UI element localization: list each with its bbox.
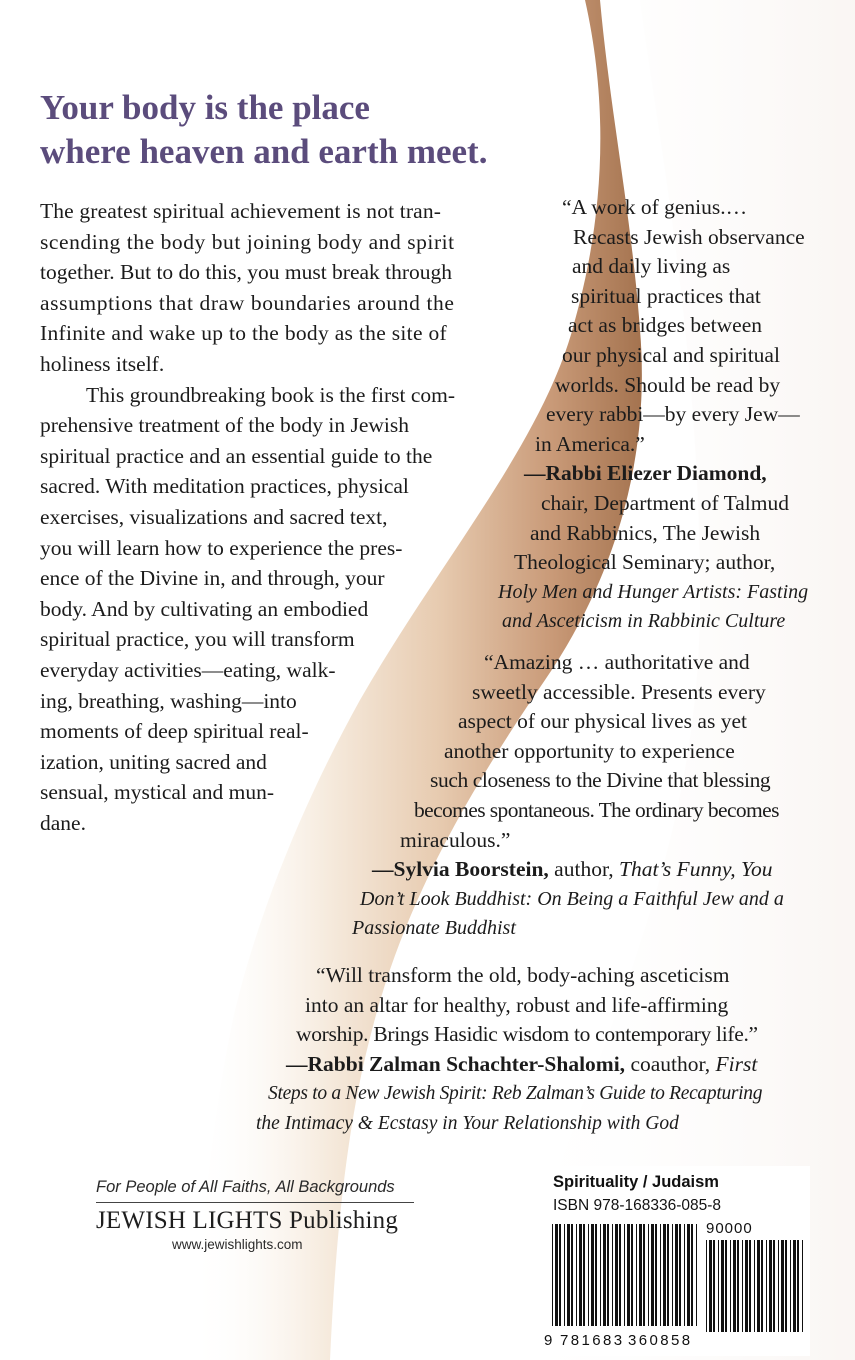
barcode-bar (567, 1224, 570, 1326)
barcode-bar (612, 1224, 613, 1326)
endorser-credit: coauthor, (625, 1051, 716, 1076)
quote-line: another opportunity to experience (444, 738, 735, 763)
addon-barcode-bar (790, 1240, 791, 1332)
addon-barcode-bar (733, 1240, 736, 1332)
barcode-bar (595, 1224, 597, 1326)
text-line: sacred. With meditation practices, physical (40, 474, 409, 499)
headline-line-1: Your body is the place (40, 88, 370, 127)
endorser-book: Don’t Look Buddhist: On Being a Faithful Jew and a (360, 887, 784, 910)
addon-barcode-bar (730, 1240, 731, 1332)
quote-line: in America.” (535, 431, 645, 456)
barcode-graphic (540, 1166, 810, 1356)
barcode-bar (624, 1224, 625, 1326)
endorser-credit: and Rabbinics, The Jewish (530, 520, 761, 545)
addon-barcode-bar (797, 1240, 799, 1332)
barcode-bar (672, 1224, 673, 1326)
barcode-bar (667, 1224, 669, 1326)
endorsement-diamond (0, 193, 855, 637)
addon-barcode-bar (785, 1240, 787, 1332)
text-line: moments of deep spiritual real- (40, 719, 309, 744)
barcode-bar (651, 1224, 654, 1326)
text-line: everyday activities—eating, walk- (40, 657, 336, 682)
endorser-book: and Asceticism in Rabbinic Culture (502, 610, 786, 633)
endorser-book: Steps to a New Jewish Spirit: Reb Zalman’s Guide to Recapturing (268, 1083, 763, 1105)
addon-barcode-bar (761, 1240, 763, 1332)
barcode-bar (643, 1224, 645, 1326)
endorser-book: the Intimacy & Ecstasy in Your Relationship with God (256, 1112, 679, 1134)
addon-barcode-bar (709, 1240, 712, 1332)
text-line: together. But to do this, you must break through (40, 260, 453, 285)
addon-barcode-bar (773, 1240, 775, 1332)
barcode-bar (679, 1224, 681, 1326)
barcode-bar (631, 1224, 633, 1326)
quote-line: becomes spontaneous. The ordinary becomes (414, 797, 779, 822)
barcode-bar (555, 1224, 558, 1326)
text-line: The greatest spiritual achievement is not tran- (40, 199, 442, 223)
barcode-bar (576, 1224, 577, 1326)
text-line: prehensive treatment of the body in Jewish (40, 413, 409, 438)
addon-barcode-bar (725, 1240, 727, 1332)
price-code: 90000 (706, 1220, 753, 1237)
endorser-book: Holy Men and Hunger Artists: Fasting (498, 580, 809, 603)
endorser-line (372, 855, 855, 885)
endorser-book: Passionate Buddhist (352, 917, 516, 940)
endorser-credit: author, (548, 857, 619, 882)
text-line: ization, uniting sacred and (40, 749, 267, 774)
endorsement-boorstein (0, 648, 855, 944)
text-line: This groundbreaking book is the first com- (86, 382, 456, 407)
text-line: sensual, mystical and mun- (40, 780, 275, 805)
addon-barcode-bar (778, 1240, 779, 1332)
addon-barcode-bar (769, 1240, 772, 1332)
publisher-divider (96, 1202, 414, 1203)
text-line: you will learn how to experience the pres- (40, 535, 403, 560)
quote-line: “Will transform the old, body-aching asceticism (316, 963, 730, 987)
publisher-tagline: For People of All Faiths, All Backgrounds (96, 1178, 395, 1196)
publisher-url: www.jewishlights.com (172, 1237, 303, 1252)
barcode-bar (579, 1224, 582, 1326)
barcode-bar (663, 1224, 666, 1326)
addon-barcode-bar (766, 1240, 767, 1332)
text-line: holiness itself. (40, 351, 165, 376)
barcode-bar (675, 1224, 678, 1326)
quote-line: spiritual practices that (571, 283, 761, 308)
text-line: spiritual practice and an essential guide to the (40, 443, 433, 468)
category-label: Spirituality / Judaism (553, 1173, 719, 1191)
text-line: exercises, visualizations and sacred text, (40, 504, 388, 529)
barcode-bar (639, 1224, 642, 1326)
barcode-bar (588, 1224, 589, 1326)
endorser-credit: Theological Seminary; author, (514, 550, 776, 575)
quote-line: aspect of our physical lives as yet (458, 709, 747, 734)
endorser-line (286, 1050, 855, 1080)
quote-line: such closeness to the Divine that blessing (430, 768, 771, 793)
addon-barcode-bar (706, 1240, 707, 1332)
barcode-bar (600, 1224, 601, 1326)
endorser-name: —Rabbi Zalman Schachter-Shalomi, (286, 1051, 626, 1076)
text-line: scending the body but joining body and spirit (40, 229, 455, 254)
endorser-name: —Sylvia Boorstein, (372, 857, 549, 882)
quote-line: miraculous.” (400, 827, 511, 852)
barcode-bar (696, 1224, 697, 1326)
text-line: dane. (40, 810, 86, 835)
barcode-bar (660, 1224, 661, 1326)
headline-line-2: where heaven and earth meet. (40, 132, 488, 171)
text-line: Infinite and wake up to the body as the site of (40, 321, 447, 346)
addon-barcode-bar (737, 1240, 739, 1332)
headline (40, 86, 560, 174)
barcode-bar (559, 1224, 561, 1326)
text-line: ence of the Divine in, and through, your (40, 566, 385, 591)
barcode-bar (591, 1224, 594, 1326)
barcode-bar (615, 1224, 618, 1326)
text-line: body. And by cultivating an embodied (40, 596, 369, 621)
addon-barcode-bar (754, 1240, 755, 1332)
addon-barcode-bar (749, 1240, 751, 1332)
barcode-panel (540, 1166, 810, 1356)
barcode-bar (636, 1224, 637, 1326)
barcode-bar (583, 1224, 585, 1326)
barcode-bar (603, 1224, 606, 1326)
addon-barcode-bar (781, 1240, 784, 1332)
endorser-name: —Rabbi Eliezer Diamond, (524, 461, 767, 486)
endorser-book: First (715, 1051, 758, 1076)
publisher-block (96, 1178, 426, 1252)
isbn-label: ISBN 978-168336-085-8 (553, 1197, 722, 1214)
quote-line: sweetly accessible. Presents every (472, 679, 766, 704)
quote-line: into an altar for healthy, robust and life-affirming (305, 992, 729, 1017)
endorsement-schachter-shalomi (0, 961, 855, 1139)
quote-line: act as bridges between (568, 313, 763, 338)
barcode-bar (564, 1224, 565, 1326)
barcode-bar (655, 1224, 657, 1326)
barcode-digits-left: 781683 (560, 1332, 625, 1349)
addon-barcode-bar (742, 1240, 743, 1332)
barcode-bar (648, 1224, 649, 1326)
addon-barcode-bar (757, 1240, 760, 1332)
addon-barcode-bar (745, 1240, 748, 1332)
barcode-bar (691, 1224, 693, 1326)
barcode-bar (607, 1224, 609, 1326)
quote-line: and daily living as (572, 254, 731, 279)
quote-line: worlds. Should be read by (555, 372, 781, 397)
addon-barcode-bar (721, 1240, 724, 1332)
barcode-bar (627, 1224, 630, 1326)
endorser-credit: chair, Department of Talmud (541, 490, 789, 515)
quote-line: our physical and spiritual (562, 342, 780, 367)
addon-barcode-bar (718, 1240, 719, 1332)
addon-barcode-bar (802, 1240, 803, 1332)
quote-line: “Amazing … authoritative and (484, 650, 750, 674)
quote-line: every rabbi—by every Jew— (546, 402, 800, 427)
barcode-bar (552, 1224, 553, 1326)
addon-barcode-bar (713, 1240, 715, 1332)
quote-line: Recasts Jewish observance (573, 224, 805, 249)
quote-line: “A work of genius.… (562, 195, 748, 219)
quote-line: worship. Brings Hasidic wisdom to contemporary life.” (296, 1022, 758, 1047)
barcode-bar (571, 1224, 573, 1326)
barcode-bar (619, 1224, 621, 1326)
addon-barcode-bar (793, 1240, 796, 1332)
text-line: spiritual practice, you will transform (40, 627, 355, 652)
barcode-bar (684, 1224, 685, 1326)
text-line: ing, breathing, washing—into (40, 688, 297, 713)
publisher-name: JEWISH LIGHTS Publishing (96, 1207, 399, 1234)
barcode-digits-right: 360858 (628, 1332, 693, 1349)
endorser-book: That’s Funny, You (619, 857, 773, 882)
text-line: assumptions that draw boundaries around the (40, 290, 455, 315)
barcode-bar (687, 1224, 690, 1326)
barcode-first-digit: 9 (544, 1332, 553, 1349)
